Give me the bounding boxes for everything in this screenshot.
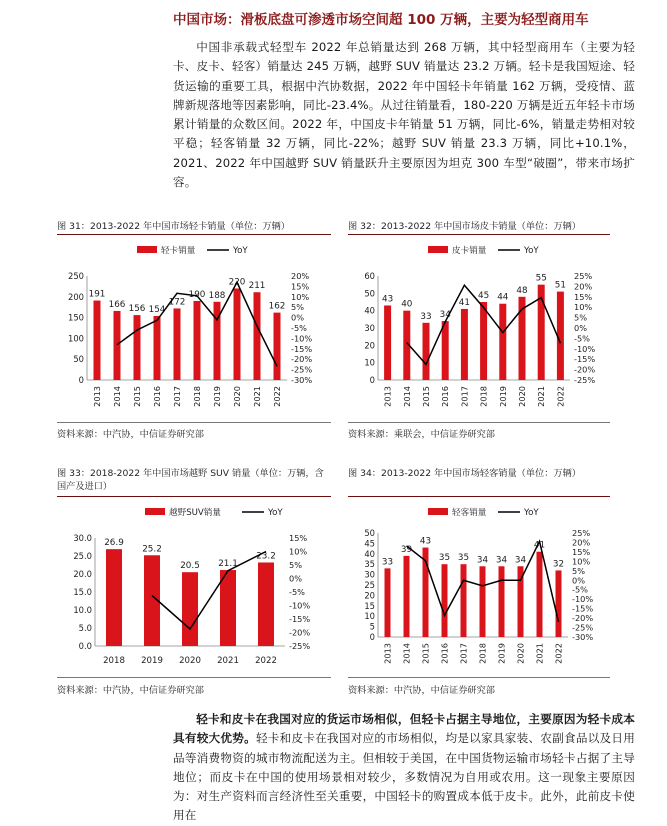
right-tick-label: 5% <box>289 560 302 570</box>
bar-value-label: 55 <box>536 274 547 284</box>
figure-31-bottom-rule <box>57 422 331 423</box>
left-tick-label: 20 <box>364 340 375 350</box>
bar-value-label: 32 <box>553 559 564 569</box>
figure-32-chart <box>348 236 610 420</box>
left-tick-label: 5 <box>370 622 375 632</box>
bar-value-label: 43 <box>420 537 431 547</box>
bar-2018 <box>480 302 487 380</box>
bar-value-label: 191 <box>89 290 106 300</box>
left-tick-label: 0 <box>79 375 84 385</box>
category-label: 2020 <box>517 386 527 407</box>
left-tick-label: 100 <box>68 333 84 343</box>
right-tick-label: 0% <box>574 323 587 333</box>
figure-34-top-rule <box>348 496 610 497</box>
category-label: 2018 <box>479 386 489 407</box>
bar-2018 <box>480 566 486 637</box>
bar-2015 <box>134 315 141 380</box>
left-tick-label: 250 <box>68 271 84 281</box>
right-tick-label: 20% <box>574 281 592 291</box>
figure-34-source: 资料来源：中汽协，中信证券研究部 <box>348 682 495 696</box>
right-tick-label: -15% <box>574 354 595 364</box>
right-tick-label: -20% <box>289 628 310 638</box>
bar-value-label: 39 <box>401 545 412 555</box>
right-tick-label: -25% <box>574 375 595 385</box>
right-tick-label: -5% <box>572 585 588 595</box>
right-tick-label: -20% <box>574 365 595 375</box>
figure-32-top-rule <box>348 234 610 235</box>
bar-value-label: 23.2 <box>256 551 276 561</box>
left-tick-label: 30 <box>364 323 375 333</box>
left-tick-label: 25 <box>364 580 375 590</box>
right-tick-label: 10% <box>289 547 307 557</box>
bar-value-label: 34 <box>515 555 527 565</box>
category-label: 2021 <box>535 643 545 664</box>
right-tick-label: 25% <box>574 271 592 281</box>
legend-bar-label: 轻客销量 <box>452 506 487 518</box>
legend-bar-label: 越野SUV销量 <box>169 506 221 518</box>
right-tick-label: 5% <box>574 313 587 323</box>
right-tick-label: -10% <box>572 594 593 604</box>
right-tick-label: 0% <box>291 313 304 323</box>
bottom-paragraph <box>173 710 635 826</box>
category-label: 2017 <box>459 643 469 664</box>
category-label: 2015 <box>132 386 142 407</box>
bar-value-label: 35 <box>439 553 450 563</box>
bar-value-label: 21.1 <box>218 559 238 569</box>
right-tick-label: -20% <box>291 354 312 364</box>
figure-34-bottom-rule <box>348 677 610 678</box>
bar-value-label: 35 <box>458 553 469 563</box>
bar-2014 <box>114 311 121 380</box>
category-label: 2019 <box>141 656 163 666</box>
figure-33-chart <box>57 498 331 672</box>
bar-value-label: 51 <box>555 281 566 291</box>
legend-line-label: YoY <box>267 508 283 518</box>
left-tick-label: 0.0 <box>79 641 92 651</box>
figure-33-source: 资料来源：中汽协，中信证券研究部 <box>57 682 204 696</box>
category-label: 2016 <box>440 643 450 664</box>
bar-value-label: 154 <box>149 305 166 315</box>
bottom-paragraph-bold: 轻卡和皮卡在我国对应的货运市场相似，但轻卡占据主导地位，主要原因为轻卡成本具有较大优势。 <box>173 712 635 745</box>
bar-value-label: 34 <box>477 555 489 565</box>
category-label: 2016 <box>440 386 450 407</box>
bar-2022 <box>274 313 281 380</box>
category-label: 2019 <box>212 386 222 407</box>
left-tick-label: 45 <box>364 538 375 548</box>
bottom-paragraph-body: 轻卡和皮卡在我国对应的市场相似，均是以家具家装、农副食品以及日用品等消费物资的城市物流配送为主。但相较于美国，在中国货物运输市场轻卡占据了主导地位；而皮卡在中国的使用场景相对较少，多数情况为自用或农用。这一现象主要原因为：对生产资料而言经济性至关重要，中国轻卡的购置成本低于皮卡。此外，此前皮卡使用在 <box>173 731 635 822</box>
bar-value-label: 41 <box>534 541 545 551</box>
figure-31-source: 资料来源：中汽协，中信证券研究部 <box>57 426 204 440</box>
right-tick-label: -20% <box>572 613 593 623</box>
right-tick-label: 15% <box>572 547 590 557</box>
figure-33-caption: 图 33：2018-2022 年中国市场越野 SUV 销量（单位：万辆，含国产及进口） <box>57 467 331 493</box>
left-tick-label: 10.0 <box>73 605 92 615</box>
legend-line-label: YoY <box>523 246 539 256</box>
bar-value-label: 26.9 <box>104 538 124 548</box>
figure-34-chart <box>348 498 610 674</box>
left-tick-label: 35 <box>364 559 375 569</box>
bar-2017 <box>461 564 467 637</box>
category-label: 2019 <box>497 643 507 664</box>
category-label: 2014 <box>112 386 122 407</box>
left-tick-label: 5.0 <box>79 623 92 633</box>
figure-32-bottom-rule <box>348 422 610 423</box>
category-label: 2016 <box>152 386 162 407</box>
right-tick-label: 15% <box>289 533 307 543</box>
category-label: 2022 <box>255 656 277 666</box>
right-tick-label: 10% <box>574 302 592 312</box>
bar-2019 <box>499 566 505 637</box>
left-tick-label: 10 <box>364 611 375 621</box>
figure-31-top-rule <box>57 234 331 235</box>
bar-2017 <box>174 308 181 380</box>
legend-bar-swatch <box>145 508 165 515</box>
left-tick-label: 25.0 <box>73 551 92 561</box>
bottom-paragraph-text <box>173 710 635 826</box>
bar-value-label: 40 <box>401 300 413 310</box>
category-label: 2021 <box>217 656 239 666</box>
category-label: 2018 <box>103 656 125 666</box>
bar-2016 <box>154 316 161 380</box>
bar-value-label: 20.5 <box>180 561 200 571</box>
figure-31-caption: 图 31：2013-2022 年中国市场轻卡销量（单位：万辆） <box>57 220 290 233</box>
left-tick-label: 50 <box>364 288 375 298</box>
bar-2019 <box>214 302 221 380</box>
category-label: 2022 <box>272 386 282 407</box>
category-label: 2013 <box>383 643 393 664</box>
category-label: 2013 <box>92 386 102 407</box>
left-tick-label: 60 <box>364 271 375 281</box>
bar-value-label: 190 <box>189 290 206 300</box>
left-tick-label: 50 <box>364 528 375 538</box>
right-tick-label: 15% <box>574 292 592 302</box>
bar-2018 <box>194 301 201 380</box>
right-tick-label: -10% <box>289 601 310 611</box>
figure-33-top-rule <box>57 496 331 497</box>
bar-value-label: 34 <box>496 555 508 565</box>
right-tick-label: 0% <box>572 575 585 585</box>
right-tick-label: -10% <box>291 333 312 343</box>
right-tick-label: -5% <box>289 587 305 597</box>
bar-value-label: 172 <box>169 297 186 307</box>
right-tick-label: -30% <box>572 632 593 642</box>
yoy-line <box>152 552 266 630</box>
left-tick-label: 15 <box>364 601 375 611</box>
bar-2019 <box>499 304 506 380</box>
bar-value-label: 156 <box>129 304 146 314</box>
category-label: 2021 <box>252 386 262 407</box>
left-tick-label: 30.0 <box>73 533 92 543</box>
section-heading: 中国市场：滑板底盘可渗透市场空间超 100 万辆，主要为轻型商用车 <box>173 8 643 28</box>
bar-value-label: 43 <box>382 294 393 304</box>
left-tick-label: 15.0 <box>73 587 92 597</box>
left-tick-label: 20 <box>364 590 375 600</box>
right-tick-label: 5% <box>572 566 585 576</box>
bar-value-label: 34 <box>440 310 452 320</box>
intro-paragraph <box>173 38 635 192</box>
category-label: 2013 <box>383 386 393 407</box>
right-tick-label: -25% <box>289 641 310 651</box>
figure-33-bottom-rule <box>57 677 331 678</box>
right-tick-label: 5% <box>291 302 304 312</box>
left-tick-label: 0 <box>370 375 375 385</box>
right-tick-label: -5% <box>574 333 590 343</box>
right-tick-label: -5% <box>291 323 307 333</box>
category-label: 2017 <box>459 386 469 407</box>
right-tick-label: -15% <box>289 614 310 624</box>
left-tick-label: 0 <box>370 632 375 642</box>
right-tick-label: -10% <box>574 344 595 354</box>
category-label: 2018 <box>192 386 202 407</box>
left-tick-label: 30 <box>364 570 375 580</box>
legend-bar-swatch <box>137 246 157 253</box>
left-tick-label: 50 <box>73 354 84 364</box>
bar-2022 <box>258 562 274 646</box>
bar-2016 <box>442 564 448 637</box>
category-label: 2022 <box>555 386 565 407</box>
bar-2013 <box>385 568 391 637</box>
category-label: 2014 <box>402 643 412 664</box>
figure-34-caption: 图 34：2013-2022 年中国市场轻客销量（单位：万辆） <box>348 467 581 480</box>
figure-31-chart <box>57 236 331 420</box>
bar-2021 <box>537 552 543 637</box>
legend-bar-label: 轻卡销量 <box>161 244 196 256</box>
legend-line-label: YoY <box>232 246 248 256</box>
bar-value-label: 220 <box>229 277 246 287</box>
bar-2022 <box>556 570 562 637</box>
category-label: 2020 <box>516 643 526 664</box>
left-tick-label: 40 <box>364 549 375 559</box>
right-tick-label: -15% <box>572 604 593 614</box>
figure-32-source: 资料来源：乘联会，中信证券研究部 <box>348 426 495 440</box>
category-label: 2018 <box>478 643 488 664</box>
bar-2013 <box>384 305 391 380</box>
legend-line-label: YoY <box>523 508 539 518</box>
bar-value-label: 44 <box>497 293 509 303</box>
bar-value-label: 188 <box>209 291 226 301</box>
legend-bar-swatch <box>428 246 448 253</box>
category-label: 2022 <box>554 643 564 664</box>
right-tick-label: 15% <box>291 281 309 291</box>
bar-value-label: 162 <box>269 302 286 312</box>
right-tick-label: 20% <box>291 271 309 281</box>
figure-32-caption: 图 32：2013-2022 年中国市场皮卡销量（单位：万辆） <box>348 220 581 233</box>
right-tick-label: 25% <box>572 528 590 538</box>
left-tick-label: 20.0 <box>73 569 92 579</box>
right-tick-label: 20% <box>572 537 590 547</box>
intro-paragraph-text: 中国非承载式轻型车 2022 年总销量达到 268 万辆，其中轻型商用车（主要为轻卡、皮卡、轻客）销量达 245 万辆，越野 SUV 销量达 23.2 万辆。轻卡是我国短途、轻货运输的重要工具，根据中汽协数据，2022 年中国轻卡年销量 162 万辆，受疫情、蓝牌新规落地等因素影响，同比-23.4%。从过往销量看，180-220 万辆是近五年轻卡市场累计销量的众数区间。2022 年，中国皮卡年销量 51 万辆，同比-6%，销量走势相对较平稳；轻客销量 32 万辆，同比-22%；越野 SUV 销量 23.3 万辆，同比+10.1%，2021、2022 年中国越野 SUV 销量跃升主要原因为坦克 300 车型“破圈”，带来市场扩容。 <box>173 38 635 192</box>
bar-value-label: 45 <box>478 291 489 301</box>
right-tick-label: 10% <box>291 292 309 302</box>
left-tick-label: 40 <box>364 306 375 316</box>
legend-bar-label: 皮卡销量 <box>452 244 487 256</box>
bar-2021 <box>254 292 261 380</box>
bar-2018 <box>106 549 122 646</box>
legend-bar-swatch <box>428 508 448 515</box>
bar-value-label: 33 <box>420 312 431 322</box>
bar-value-label: 211 <box>249 281 266 291</box>
bar-value-label: 25.2 <box>142 544 162 554</box>
bar-2020 <box>234 288 241 380</box>
right-tick-label: -30% <box>291 375 312 385</box>
bar-2016 <box>442 321 449 380</box>
left-tick-label: 150 <box>68 313 84 323</box>
category-label: 2019 <box>498 386 508 407</box>
right-tick-label: -25% <box>291 365 312 375</box>
category-label: 2020 <box>179 656 201 666</box>
bar-value-label: 41 <box>459 298 470 308</box>
bar-value-label: 48 <box>516 286 527 296</box>
right-tick-label: -15% <box>291 344 312 354</box>
bar-2013 <box>94 301 101 380</box>
left-tick-label: 10 <box>364 358 375 368</box>
bar-value-label: 166 <box>109 300 126 310</box>
bar-2014 <box>404 556 410 637</box>
right-tick-label: 0% <box>289 574 302 584</box>
right-tick-label: 10% <box>572 556 590 566</box>
bar-2021 <box>220 570 236 646</box>
category-label: 2015 <box>421 643 431 664</box>
left-tick-label: 200 <box>68 292 84 302</box>
bar-value-label: 33 <box>382 557 393 567</box>
category-label: 2017 <box>172 386 182 407</box>
category-label: 2021 <box>536 386 546 407</box>
category-label: 2020 <box>232 386 242 407</box>
category-label: 2015 <box>421 386 431 407</box>
category-label: 2014 <box>402 386 412 407</box>
bar-2015 <box>423 323 430 380</box>
bar-2020 <box>182 572 198 646</box>
right-tick-label: -25% <box>572 623 593 633</box>
bar-2017 <box>461 309 468 380</box>
